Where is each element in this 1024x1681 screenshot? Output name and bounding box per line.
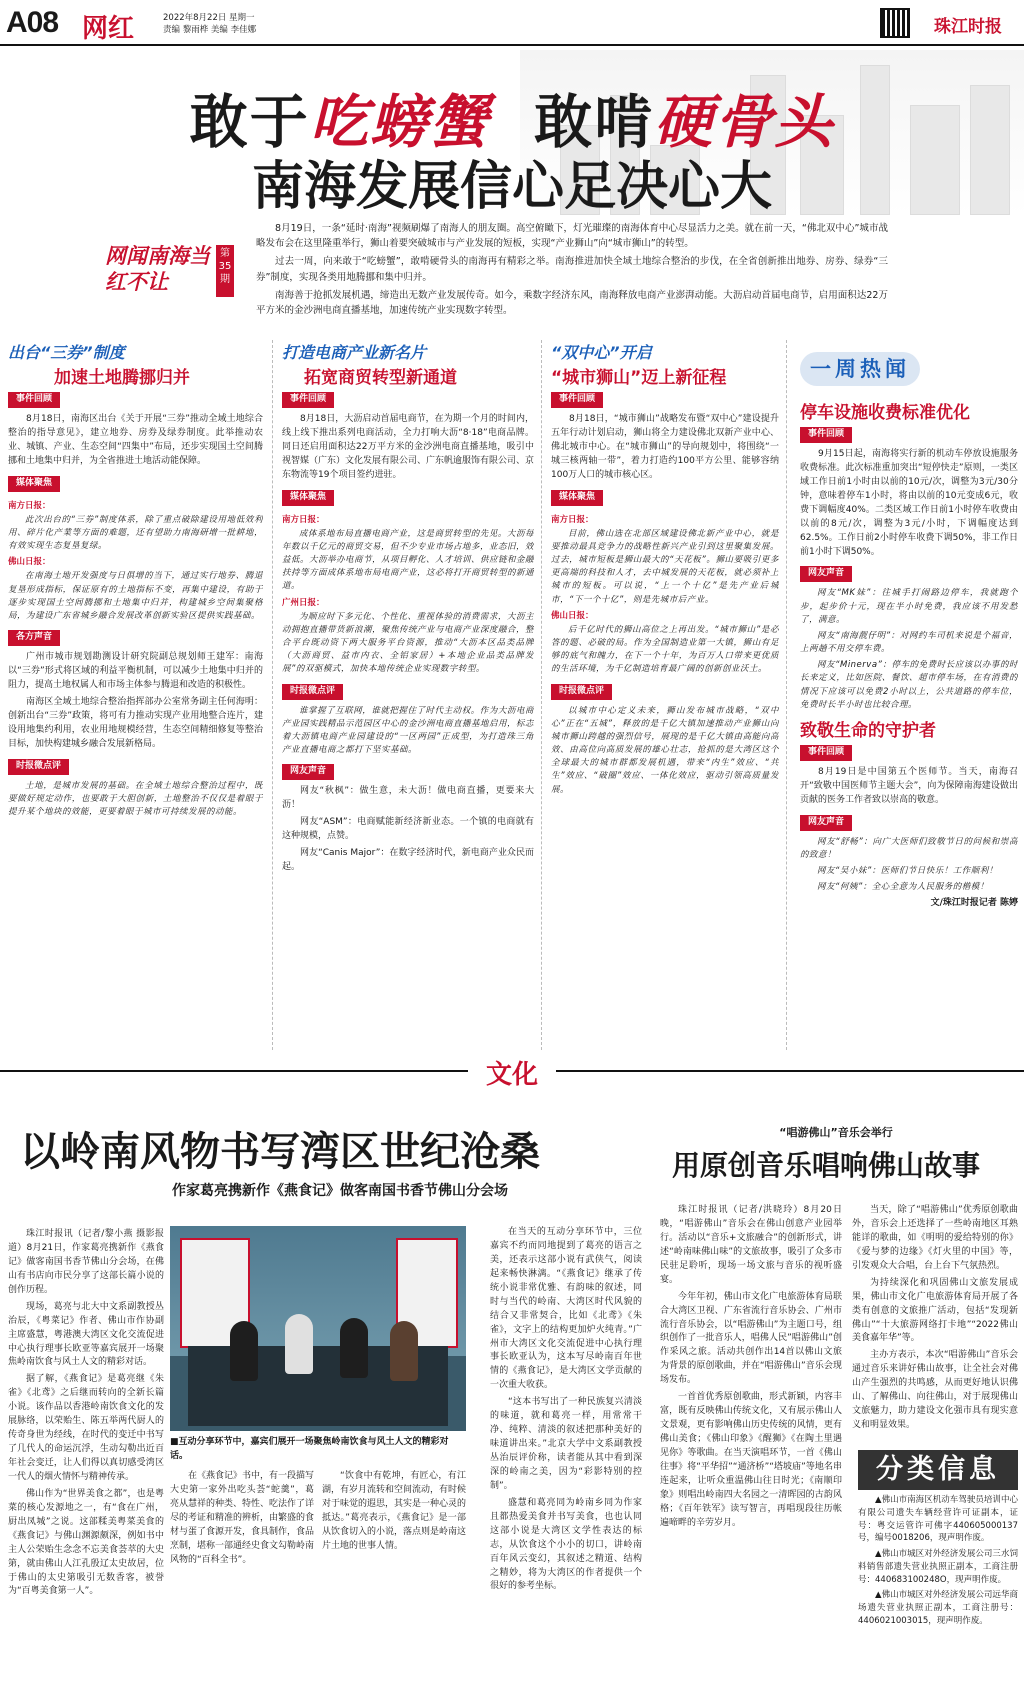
story2-column-a [660, 1204, 842, 1676]
netizen-text: 网友“舒畅”：向广大医师们致敬节日的问候和崇高的致意！ [800, 836, 1018, 860]
story-paragraph: 佛山作为“世界美食之都”，也是粤菜的核心发源地之一，有“食在广州，厨出凤城”之说。这部糅美粤菜美食的《燕食记》与佛山渊源颇深，例如书中主人公荣贻生念念不忘美食荟萃的大史第，就由佛山人江孔殷辽太史故居，位于佛山的太史第吸引无数香客，被誉为“百粤美食第一人”。 [8, 1488, 164, 1597]
netizen-text: 网友“ASM”：电商赋能新经济新业态。一个镇的电商就有这种规模，点赞。 [282, 817, 534, 841]
column-ecommerce [282, 340, 534, 1050]
comment-label: 时报微点评 [551, 684, 612, 700]
headline-part: 吃螃蟹 [309, 88, 490, 156]
headline-part: 敢于 [189, 88, 310, 156]
event-text: 9月15日起，南海将实行新的机动车停放设施服务收费标准。此次标准重加突出“短停快走”原则，一类区域工作日前1小时由以前的10元/次，调整为3元/30分钟，意味着停车1小时，将由以前的10元变成6元，收费下调幅度40%。二类区域工作日前1小时停车收费由以前的8元/次，调整为3元/小时，下调幅度达到62.5%。工作日前2小时停车收费下调50%，非工作日前1小时下调50%。 [800, 448, 1018, 557]
story-paragraph: 主办方表示，本次“唱游佛山”音乐会通过音乐来讲好佛山故事，让全社会对佛山产生强烈的共鸣感，从而更好地认识佛山、了解佛山、向往佛山，对于展现佛山文旅魅力，助力建设文化强市具有现实意义和明显效果。 [852, 1350, 1018, 1431]
media-quote: 此次出台的“三券”制度体系，除了重点破除建设用地低效利用、碎片化产業等方面的难题，还有望助力南海研增一批耕地，有效实现生态复垦复绿。 [8, 514, 263, 552]
netizen-text: 网友“秋枫”：做生意，未大沥！做电商直播，更要来大沥！ [282, 786, 534, 811]
classified-ads [858, 1494, 1018, 1674]
issue-info [163, 12, 256, 37]
media-source: 南方日报： [282, 514, 325, 525]
weekly-news-title: 一周热闻 [800, 352, 920, 386]
news-headline: 停车设施收费标准优化 [800, 403, 970, 423]
event-label: 事件回顾 [282, 392, 334, 408]
event-text: 8月18日，大沥启动首届电商节，在为期一个月的时间内，线上线下推出系列电商活动，全力打响大沥“8·18”电商品牌。同日还启用面积达22万平方米的金沙洲电商直播基地，吸引中视智媒（广东）文化发展有限公司、广东帆逾服饰有限公司、京东物流等19个项目签约进驻。 [282, 413, 534, 480]
story-paragraph: 据了解，《燕食记》是葛亮继《朱雀》《北鸢》之后继而转向的全新长篇小说。该作品以香港岭南饮食文化的发展脉络，以荣贻生、陈五举两代厨人的传奇身世为经线，在时代的变迁中书写了几代人的命运沉浮，生动勾勒出近百年社会变迁，让人们得以真切感受湾区一代人的烟火情怀与精神传承。 [8, 1374, 164, 1482]
story-headline: 以岭南风物书写湾区世纪沧桑 [20, 1129, 540, 1175]
netizen-label: 网友声音 [800, 815, 852, 831]
story-paragraph: 现场，葛亮与北大中文系副教授丛治辰，《粤菜记》作者、佛山市作协副主席盛慧，粤港澳大湾区文化交流促进中心执行理事长欧亚等嘉宾展开一场聚焦岭南饮食与风土人文的精彩对话。 [8, 1301, 164, 1368]
story-paragraph: 在当天的互动分享环节中，三位嘉宾不约而同地提到了葛亮的语言之美，还表示这部小说有武侠气，阅读起来畅快淋漓。“《燕食记》继承了传统小说非常优雅、有韵味的叙述，同时与当代的岭南、大湾区时代风貌的结合又非常契合，比如《北鸢》《朱雀》，文字上的结构更加炉火纯青。”广州市大湾区文化交流促进中心执行理事长欧亚认为，这本写尽岭南百年世情的《燕食记》，是大湾区文学贡献的一次重大收获。 [490, 1227, 642, 1391]
column-land [8, 340, 263, 1050]
story1-column-a [8, 1228, 164, 1676]
story-paragraph: 为持续深化和巩固佛山文旅发展成果，佛山市文化广电旅游体育局开展了各类有创意的文旅推广活动，包括“发现新佛山”“十大旅游网络打卡地”“2022佛山美食嘉年华”等。 [852, 1277, 1018, 1344]
netizen-text: 网友“Minerva”：停车的免费时长应该以办事的时长来定义，比如医院、餐饮、超市停车场，在有消费的情况下应该可以免费2小时以上，公共道路的停车位，免费时长半小时也比较合理。 [800, 660, 1018, 710]
main-headline-line2: 南海发展信心足决心大 [251, 157, 772, 217]
story-paragraph: 当天，除了“唱游佛山”优秀原创歌曲外，音乐会上还选择了一些岭南地区耳熟能详的歌曲，如《明明的爱给特别的你》《爱与梦的边缘》《灯火里的中国》等，引发观众大合唱，台上台下气氛热烈。 [852, 1205, 1018, 1271]
event-photo [170, 1226, 466, 1431]
voice-text: 南海区全域土地综合整治指挥部办公室常务副主任何海明：创新出台“三券”政策，将可有力推动实现产业用地整合连片，建设用地集约利用，农业用地规模经营，生态空间精细修复等整治目标，加快构建城乡融合发展新格局。 [8, 696, 263, 749]
media-quote: 成体系地布局直播电商产业，这是商贸转型的先见。大沥每年数以千亿元的商贸交易，但不少专业市场占地多，业态旧，效益低。大沥举办电商节，从项目孵化、人才培训、供应链和金融扶持等方面成体系地布局电商产业，这必将打开商贸转型的新通道。 [282, 528, 534, 592]
column-divider [272, 340, 273, 1050]
netizen-text: 网友“何姨”：全心全意为人民服务的楷模！ [817, 882, 989, 893]
event-label: 事件回顾 [800, 745, 852, 761]
section-subtitle: 加速土地腾挪归并 [54, 368, 190, 388]
story-paragraph: 在《燕食记》书中，有一段描写大史第一家外出吃头荟“蛇羹”，葛亮从慧祥的种类、特性、吃法作了详尽的考证和精准的辨析，由繁盛的食材与蛋了食源开发，食具制作，食品烹制，堪称一部通经史食文勾勒岭南风物的“百科全书”。 [170, 1471, 314, 1565]
section-title-culture: 文化 [468, 1054, 556, 1088]
media-source: 南方日报： [551, 514, 594, 525]
page-number: A08 [6, 6, 59, 39]
media-source: 广州日报： [282, 597, 325, 608]
photo-caption: ■互动分享环节中，嘉宾们展开一场聚焦岭南饮食与风土人文的精彩对话。 [170, 1437, 449, 1461]
issue-date: 2022年8月22日 星期一 [163, 13, 255, 23]
classified-ad: ▲佛山市城区对外经济发展公司三水饲料销售部遗失营业执照正副本，工商注册号：440683100248O，现声明作废。 [858, 1549, 1018, 1585]
section-title: 出台“三券”制度 [8, 343, 125, 362]
netizen-text: 网友“南海靓仔明”：对网约车司机来说是个福音，上两趟不用交停车费。 [800, 630, 1018, 655]
media-label: 媒体聚焦 [551, 490, 603, 506]
comment-text: 土地，是城市发展的基础。在全域土地综合整治过程中，既要做好规定动作，也要敢于大胆创新，土地整治不仅仅是着眼于提升某个地块的效能，更要着眼于城市可持续发展的动能。 [8, 780, 263, 817]
media-source: 南方日报： [8, 500, 51, 511]
netizen-label: 网友声音 [282, 764, 334, 780]
lead-paragraph: 过去一周，向来敢于“吃螃蟹”，敢啃硬骨头的南海再有精彩之举。南海推进加快全域土地综合整治的步伐，在全省创新推出地券、房券、绿券“三券”制度，实现各类用地腾挪和集中归并。 [256, 256, 888, 283]
voices-label: 各方声音 [8, 630, 60, 646]
comment-text: 谁掌握了互联网，谁就把握住了时代主动权。作为大沥电商产业园实践精品示范园区中心的金沙洲电商直播基地启用，标志着大沥镇电商产业园建设的“一区两园”正成型，为打造珠三角产业直播电商之都打下坚实基础。 [282, 705, 534, 756]
comment-label: 时报微点评 [282, 684, 343, 700]
editors: 责编 黎雨桦 美编 李佳娜 [163, 25, 257, 36]
story-kicker: “唱游佛山”音乐会举行 [779, 1126, 893, 1139]
event-label: 事件回顾 [551, 392, 603, 408]
voice-text: 广州市城市规划勘测设计研究院副总规划师王建军：南海以“三券”形式将区域的利益平衡机制，可以减少土地集中归并的阻力，提高土地权属人和市场主体参与腾退和改造的积极性。 [8, 652, 263, 690]
story2-column-b [852, 1204, 1018, 1444]
story-paragraph: 一首首优秀原创歌曲，形式新颖，内容丰富，既有反映佛山传统文化，又有展示佛山人文景观，更有影响佛山历史传统的风情，更有佛山美食；《佛山印象》《醒狮》《在陶土里遇见你》等歌曲。在当天演唱环节，一首《佛山往事》将“平华招”“通济桥”“塔坡庙”等地名串连起来，让听众重温佛山往日时光；《南顺印象》则唱出岭南四大名园之一清晖园的古韵风格；《百年铁军》读写智言，再唱现段往历帐遍啼畔的辛劳岁月。 [660, 1392, 842, 1528]
netizen-text: 网友“吴小妹”：医师们节日快乐！工作顺利！ [817, 865, 998, 876]
qr-code-icon [880, 8, 910, 38]
section-brand: 网红 [82, 14, 135, 44]
headline-part: 敢啃 [534, 88, 655, 156]
comment-text: 以城市中心定义未来，狮山发布城市战略，“双中心”正在“五城”，释放的是千亿大镇加速推动产业狮山向城市狮山跨越的强烈信号，展现的是千亿大镇由高能向高效、由高位向高质发展的雄心壮志，抢抓的是大湾区这个全球最大的城市群都发展机遇，带来“内生”效应、“共生”效应、“破圈”效应、一体化效应，驱动引领高质量发展。 [551, 705, 779, 795]
story-paragraph: “饮食中有乾坤，有匠心，有江湖，有岁月流转和空间流动，有时候对于味觉的遐思，其实是一种心灵的抵达。”葛亮表示，《燕食记》是一部从饮食切入的小说，落点则是岭南这片土地的世事人情。 [322, 1471, 466, 1551]
media-label: 媒体聚焦 [282, 490, 334, 506]
section-title: “双中心”开启 [551, 343, 652, 362]
media-quote: 为顺应时下多元化、个性化、重视体验的消费需求，大沥主动拥抱直播带货新浪潮，聚焦传统产业与电商产业深度融合，整合平台既动资下两大服务平台资源，推动“大沥本区品类品牌（大沥商贸、益市内衣、全铝家居）+本地企业品类品牌发展”的双驱模式，加快本地传统企业实现数字转型。 [282, 611, 534, 675]
media-source: 佛山日报： [8, 557, 51, 568]
story-paragraph: 珠江时报讯（记者/洪晓玲）8月20日晚，“唱游佛山”音乐会在佛山创意产业园举行。活动以“音乐+文旅融合”的创新形式，讲述“岭南味佛山味”的文旅故事，吸引了众多市民驻足聆听，现场一场文旅与音乐的视听盛宴。 [660, 1205, 842, 1285]
headline-part: 硬骨头 [654, 88, 835, 156]
classified-ad: ▲佛山市南海区机动车驾驶员培训中心有限公司遗失车辆经营许可证副本，证号：粤交运管许可佛字440605000137号，编号0018206，现声明作废。 [858, 1495, 1018, 1544]
media-quote: 目前，佛山选在北部区域建设佛北新产业中心，就是要推动最具竞争力的战略性新兴产业引到这里聚集发展。过去，城市短板是狮山最大的“天花板”。狮山要吸引更多更高端的科技和人才，去中城发展的天花板，就必须补上城市的短板。可以说，“上一个十亿”是先产业后城市，“下一个十亿”，则是先城市后产业。 [551, 528, 779, 605]
lead-paragraph: 南海善于抢抓发展机遇，缔造出无数产业发展传奇。如今，乘数字经济东风，南海释放电商产业澎湃动能。大沥启动首届电商节，启用面积达22万平方米的金沙洲电商直播基地，加速传统产业实现数字转型。 [256, 289, 888, 316]
section-subtitle: “城市狮山”迈上新征程 [551, 368, 727, 388]
story1-column-b [170, 1470, 466, 1676]
column-weekly [800, 398, 1018, 1050]
lead-paragraph: 8月19日，一条“延时·南海”视频刷爆了南海人的朋友圈。高空俯瞰下，灯光璀璨的南海体育中心尽显活力之美。就在前一天，“佛北双中心”城市战略发布会在这里隆重举行，狮山着要突破城市与产业发展的短板，实现“产业狮山”向“城市狮山”的转型。 [256, 223, 888, 250]
netizen-text: 网友“MK妹”：往城手打闹路边停车，我就跑个步，起步价十元，现在半小时免费，我应该不用发愁了，满意。 [800, 588, 1018, 625]
media-label: 媒体聚焦 [8, 476, 60, 492]
media-quote: 后千亿时代的狮山高位之上再出发。“城市狮山”是必答的题、必破的局。作为全国制造业第一大镇，狮山有足够的底气和魄力，在下一个十年，为百万人口带来更优质的生活环境，为千亿制造培育最广阔的创新创业沃土。 [551, 624, 779, 675]
lead-paragraphs [256, 221, 888, 321]
story1-column-c [490, 1226, 642, 1676]
column-divider [541, 340, 542, 1050]
event-label: 事件回顾 [800, 427, 852, 443]
section-subtitle: 拓宽商贸转型新通道 [304, 368, 457, 388]
story-paragraph: 珠江时报讯（记者/黎小燕 摄影报道）8月21日，作家葛亮携新作《燕食记》做客南国书香节佛山分会场，在佛山有书店向市民分享了这部长篇小说的创作历程。 [8, 1229, 164, 1295]
news-headline: 致敬生命的守护者 [800, 720, 936, 741]
event-text: 8月18日，南海区出台《关于开展“三券”推动全域土地综合整治的指导意见》，建立地券、房券及绿券制度。此举推动农业、城镇、产业、生态空间“四集中”布局，还步实现国土空间腾挪和土地集中归并，为全省推进土地活动能保障。 [8, 413, 263, 466]
column-issue-number: 第35期 [216, 245, 234, 297]
column-shishan [551, 340, 779, 1050]
story-paragraph: “这本书写出了一种民族复兴清淡的味道，就和葛亮一样，用常常干净、纯粹、清淡的叙述把那种美好的味道讲出来。”北京大学中文系副教授丛治辰评价称，读者能从其中看到深深的岭南之美，因为“彩影特别的控制”。 [490, 1397, 642, 1491]
classified-ad: ▲佛山市城区对外经济发展公司远华商场遗失营业执照正副本，工商注册号：4406021003015，现声明作废。 [858, 1590, 1018, 1626]
media-quote: 在南海土地开发强度与日俱增的当下，通过实行地券、腾退复垦形成指标，保证原有的土地指标不变，再集中建设，有助于逐步实现国土空间腾挪和土地集中归并，构建城乡空间集聚格局，为建设广东省城乡融合发展改革创新实验区提供实践基础。 [8, 571, 263, 621]
column-logo: 网闻南海当红不让 [105, 243, 210, 295]
story-headline: 用原创音乐唱响佛山故事 [672, 1149, 981, 1182]
section-title: 打造电商产业新名片 [282, 343, 427, 362]
classified-title: 分类信息 [858, 1450, 1018, 1490]
newspaper-logo: 珠江时报 [934, 17, 1002, 37]
netizen-label: 网友声音 [800, 566, 852, 582]
media-source: 佛山日报： [551, 610, 594, 621]
story-paragraph: 盛慧和葛亮同为岭南乡同为作家且都热爱美食并书写美食，也也认同这部小说是大湾区文学性表达的标志，从饮食这个小小的切口，讲岭南百年风云变幻，其叙述之精道、结构之精妙，将为大湾区的作者提供一个很好的参考坐标。 [490, 1497, 642, 1592]
netizen-text: 网友“Canis Major”：在数字经济时代，新电商产业众民而起。 [282, 847, 534, 872]
event-text: 8月19日是中国第五个医师节。当天，南海召开“致敬中国医师节主题大会”，向为保障南海建设做出贡献的医务工作者致以崇高的敬意。 [800, 766, 1018, 805]
header-rule [0, 44, 1024, 46]
comment-label: 时报微点评 [8, 759, 69, 775]
column-divider [786, 340, 787, 1050]
event-text: 8月18日，“城市狮山”战略发布暨“双中心”建设提升五年行动计划启动，狮山将全力建设佛北双新产业中心、佛北城市中心。在“城市狮山”的导向规划中，将围绕“一城三核两轴一带”，着力打造约100平方公里、能够容纳100万人口的城市核心区。 [551, 413, 779, 480]
byline: 文/珠江时报记者 陈婷 [930, 898, 1018, 909]
event-label: 事件回顾 [8, 392, 60, 408]
story-paragraph: 今年年初，佛山市文化广电旅游体育局联合大湾区卫视、广东省流行音乐协会、广州市流行音乐协会，以“唱游佛山”为主题口号，组织创作了一批音乐人，唱佛人民”唱游佛山”创作采风之旅。活动共创作出14首以佛山文旅为背景的原创歌曲，并在“唱游佛山”音乐会现场发布。 [660, 1291, 842, 1386]
story-subheadline: 作家葛亮携新作《燕食记》做客南国书香节佛山分会场 [172, 1183, 508, 1199]
